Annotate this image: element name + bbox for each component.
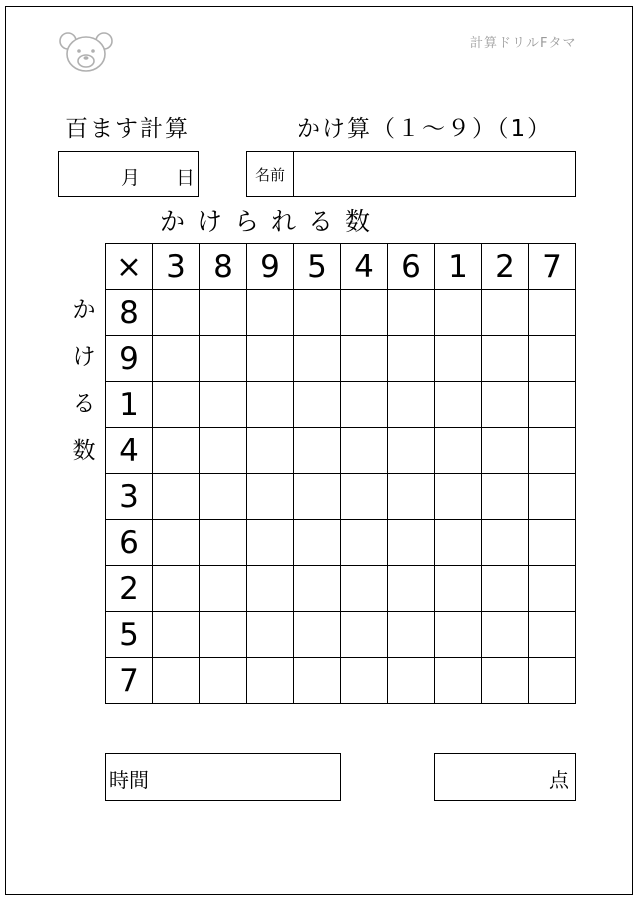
answer-cell[interactable]	[294, 658, 341, 704]
multiplier-cell: 5	[106, 612, 153, 658]
answer-cell[interactable]	[294, 612, 341, 658]
answer-cell[interactable]	[247, 566, 294, 612]
multiplier-cell: 1	[106, 382, 153, 428]
answer-cell[interactable]	[200, 382, 247, 428]
answer-cell[interactable]	[341, 336, 388, 382]
answer-cell[interactable]	[388, 612, 435, 658]
multiplicand-cell: 7	[529, 244, 576, 290]
answer-cell[interactable]	[388, 566, 435, 612]
page-subtitle: かけ算（１～９）（1）	[297, 116, 553, 142]
answer-cell[interactable]	[200, 520, 247, 566]
answer-cell[interactable]	[388, 290, 435, 336]
answer-cell[interactable]	[482, 336, 529, 382]
answer-cell[interactable]	[247, 612, 294, 658]
multiplicand-cell: 8	[200, 244, 247, 290]
multiplier-label	[70, 296, 98, 484]
grid-row	[106, 382, 576, 428]
answer-cell[interactable]	[294, 474, 341, 520]
answer-cell[interactable]	[153, 474, 200, 520]
answer-cell[interactable]	[388, 474, 435, 520]
answer-cell[interactable]	[529, 520, 576, 566]
multiplicand-cell: 4	[341, 244, 388, 290]
answer-cell[interactable]	[200, 336, 247, 382]
answer-cell[interactable]	[341, 382, 388, 428]
answer-cell[interactable]	[294, 382, 341, 428]
multiplicand-label: かけられる数	[160, 207, 383, 236]
multiplier-cell: 2	[106, 566, 153, 612]
answer-cell[interactable]	[482, 566, 529, 612]
answer-cell[interactable]	[341, 428, 388, 474]
answer-cell[interactable]	[294, 428, 341, 474]
answer-cell[interactable]	[153, 566, 200, 612]
grid-row	[106, 520, 576, 566]
operator-cell: ×	[106, 244, 153, 290]
answer-cell[interactable]	[435, 428, 482, 474]
answer-cell[interactable]	[435, 474, 482, 520]
answer-cell[interactable]	[482, 474, 529, 520]
answer-cell[interactable]	[435, 566, 482, 612]
answer-cell[interactable]	[388, 336, 435, 382]
time-label: 時間	[109, 768, 149, 792]
multiplier-label-char: け	[72, 344, 96, 370]
answer-cell[interactable]	[529, 566, 576, 612]
score-label: 点	[549, 768, 569, 792]
answer-cell[interactable]	[388, 428, 435, 474]
day-label: 日	[176, 167, 196, 189]
grid-row	[106, 290, 576, 336]
multiplier-cell: 6	[106, 520, 153, 566]
multiplier-label-char: か	[72, 297, 96, 323]
grid-header-row	[106, 244, 576, 290]
answer-cell[interactable]	[294, 566, 341, 612]
multiplicand-cell: 6	[388, 244, 435, 290]
answer-cell[interactable]	[247, 428, 294, 474]
answer-cell[interactable]	[247, 382, 294, 428]
multiplier-cell: 4	[106, 428, 153, 474]
multiplier-cell: 3	[106, 474, 153, 520]
answer-cell[interactable]	[153, 520, 200, 566]
answer-cell[interactable]	[294, 520, 341, 566]
answer-cell[interactable]	[341, 290, 388, 336]
answer-cell[interactable]	[341, 658, 388, 704]
answer-cell[interactable]	[529, 428, 576, 474]
answer-cell[interactable]	[529, 382, 576, 428]
multiplicand-cell: 2	[482, 244, 529, 290]
answer-cell[interactable]	[294, 290, 341, 336]
answer-cell[interactable]	[153, 612, 200, 658]
multiplicand-cell: 5	[294, 244, 341, 290]
bear-logo-icon	[58, 30, 114, 74]
month-label: 月	[121, 167, 141, 189]
answer-cell[interactable]	[482, 382, 529, 428]
answer-cell[interactable]	[200, 428, 247, 474]
multiplier-cell: 8	[106, 290, 153, 336]
answer-cell[interactable]	[200, 290, 247, 336]
answer-cell[interactable]	[435, 336, 482, 382]
grid-row	[106, 336, 576, 382]
answer-cell[interactable]	[247, 520, 294, 566]
answer-cell[interactable]	[529, 336, 576, 382]
answer-cell[interactable]	[247, 474, 294, 520]
answer-cell[interactable]	[482, 520, 529, 566]
answer-cell[interactable]	[482, 612, 529, 658]
answer-cell[interactable]	[200, 566, 247, 612]
answer-cell[interactable]	[341, 520, 388, 566]
answer-cell[interactable]	[435, 382, 482, 428]
grid-row	[106, 428, 576, 474]
page-title: 百ます計算	[65, 116, 190, 142]
multiplicand-cell: 1	[435, 244, 482, 290]
answer-cell[interactable]	[388, 520, 435, 566]
date-field[interactable]	[58, 151, 199, 197]
answer-cell[interactable]	[341, 566, 388, 612]
answer-cell[interactable]	[153, 382, 200, 428]
answer-cell[interactable]	[529, 290, 576, 336]
time-field[interactable]	[105, 753, 341, 801]
answer-cell[interactable]	[482, 658, 529, 704]
answer-cell[interactable]	[388, 658, 435, 704]
multiplier-label-char: 数	[72, 438, 96, 464]
hundred-square-grid	[105, 243, 576, 704]
score-field[interactable]	[434, 753, 576, 801]
brand-name: 計算ドリルFタマ	[470, 36, 577, 51]
grid-row	[106, 612, 576, 658]
multiplier-cell: 9	[106, 336, 153, 382]
answer-cell[interactable]	[247, 658, 294, 704]
grid-row	[106, 658, 576, 704]
answer-cell[interactable]	[529, 658, 576, 704]
answer-cell[interactable]	[153, 658, 200, 704]
answer-cell[interactable]	[153, 290, 200, 336]
answer-cell[interactable]	[435, 290, 482, 336]
multiplicand-cell: 3	[153, 244, 200, 290]
multiplier-cell: 7	[106, 658, 153, 704]
answer-cell[interactable]	[435, 658, 482, 704]
answer-cell[interactable]	[529, 612, 576, 658]
grid-row	[106, 566, 576, 612]
answer-cell[interactable]	[482, 428, 529, 474]
answer-cell[interactable]	[388, 382, 435, 428]
answer-cell[interactable]	[153, 428, 200, 474]
name-field[interactable]	[246, 151, 576, 197]
answer-cell[interactable]	[341, 612, 388, 658]
multiplier-label-char: る	[72, 391, 96, 417]
answer-cell[interactable]	[200, 474, 247, 520]
answer-cell[interactable]	[294, 336, 341, 382]
multiplicand-cell: 9	[247, 244, 294, 290]
answer-cell[interactable]	[435, 612, 482, 658]
name-label: 名前	[247, 152, 294, 196]
grid-row	[106, 474, 576, 520]
answer-cell[interactable]	[200, 612, 247, 658]
answer-cell[interactable]	[435, 520, 482, 566]
answer-cell[interactable]	[200, 658, 247, 704]
answer-cell[interactable]	[247, 290, 294, 336]
answer-cell[interactable]	[482, 290, 529, 336]
answer-cell[interactable]	[153, 336, 200, 382]
answer-cell[interactable]	[529, 474, 576, 520]
answer-cell[interactable]	[247, 336, 294, 382]
answer-cell[interactable]	[341, 474, 388, 520]
